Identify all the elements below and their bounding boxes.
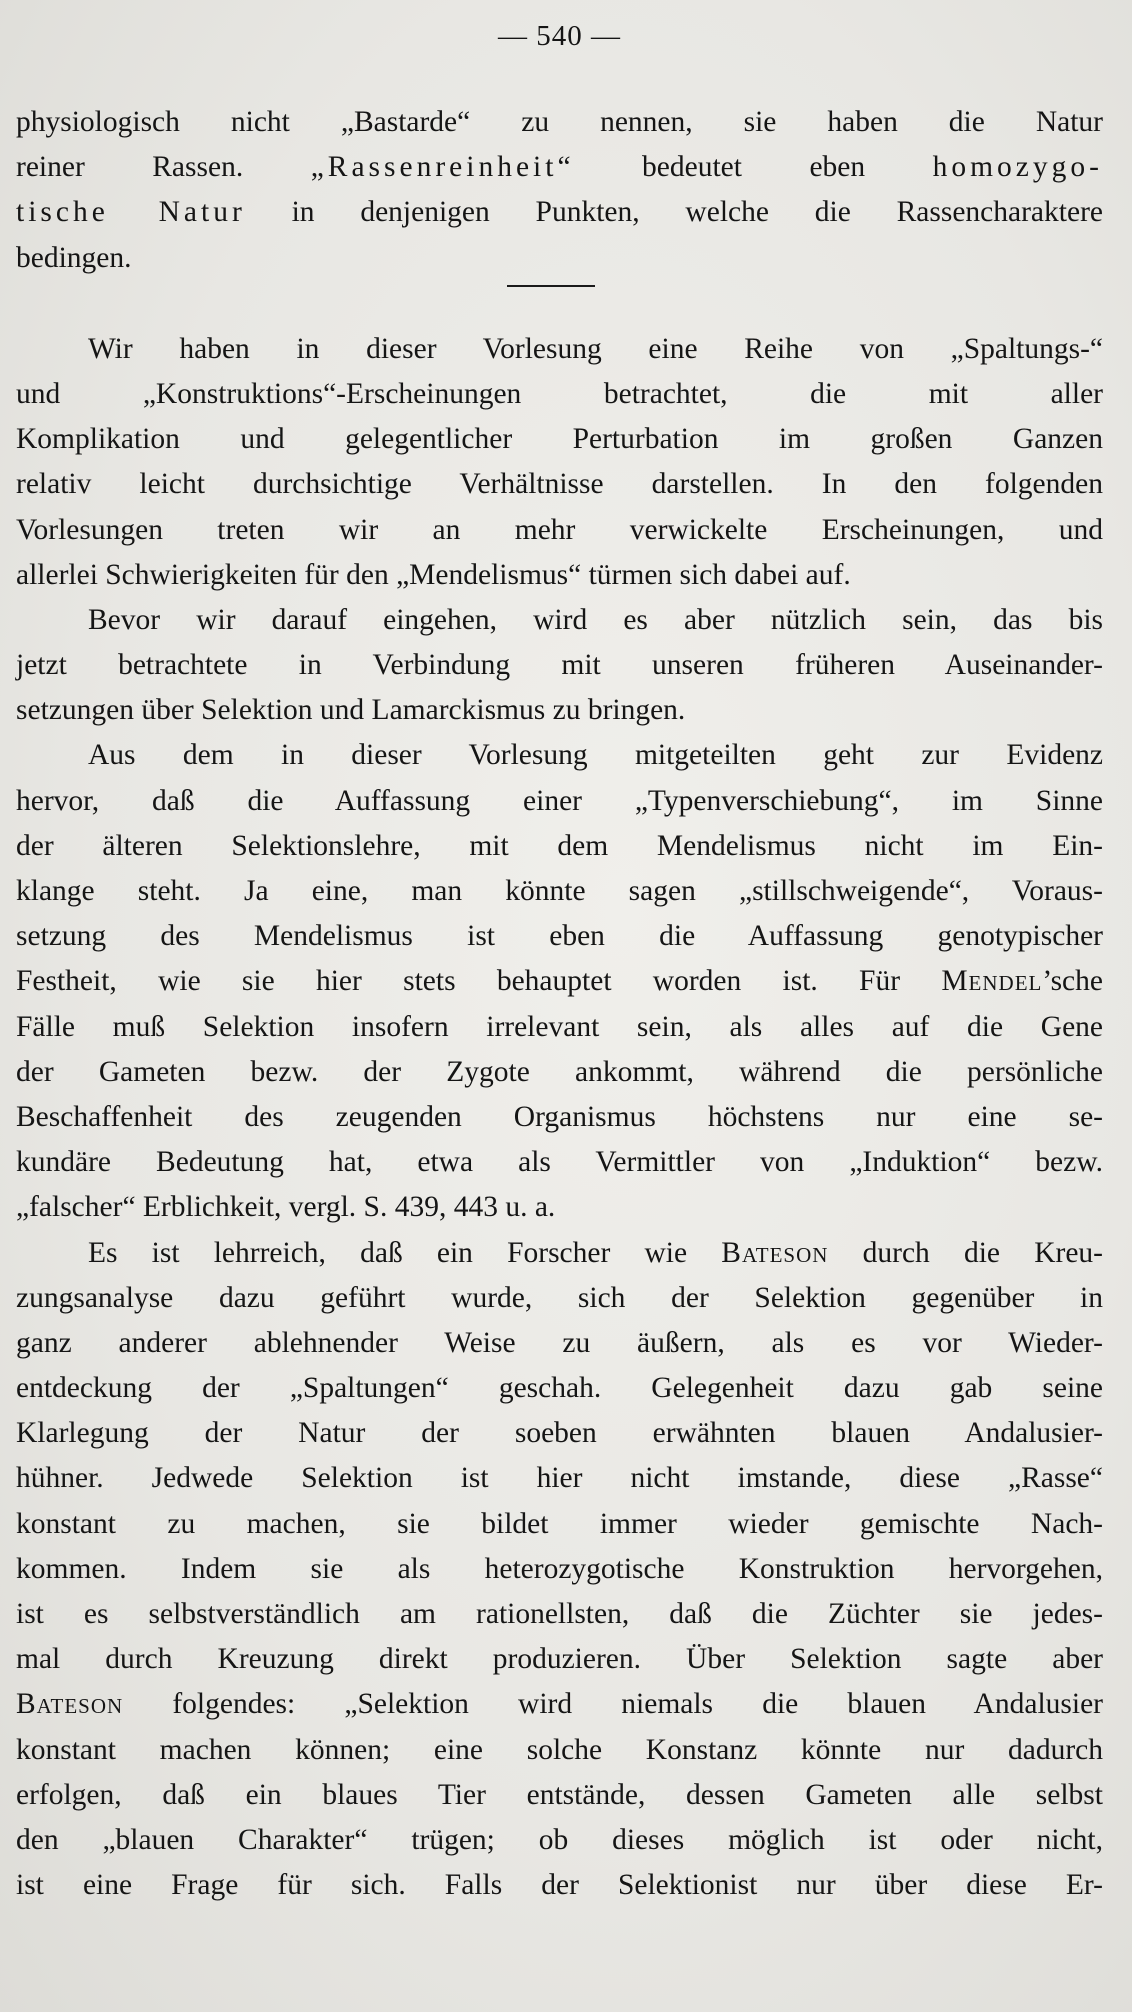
text-line: ganz anderer ablehnender Weise zu äußern, als es vor Wieder- bbox=[16, 1326, 1103, 1359]
text-line: Aus dem in dieser Vorlesung mitgeteilten geht zur Evidenz bbox=[88, 739, 1103, 772]
text-line: Komplikation und gelegentlicher Perturbation im großen Ganzen bbox=[16, 423, 1103, 456]
paragraph bbox=[16, 100, 1103, 281]
paragraph bbox=[16, 1231, 1103, 1909]
text-line: Fälle muß Selektion insofern irrelevant sein, als alles auf die Gene bbox=[16, 1010, 1103, 1043]
text-line: Klarlegung der Natur der soeben erwähnten blauen Andalusier- bbox=[16, 1417, 1103, 1450]
text-line bbox=[16, 1231, 1103, 1276]
text-segment: reiner Rassen. bbox=[16, 151, 311, 184]
text-line: mal durch Kreuzung direkt produzieren. Über Selektion sagte aber bbox=[16, 1643, 1103, 1676]
text-line bbox=[16, 145, 1103, 190]
text-line: konstant machen können; eine solche Konstanz könnte nur dadurch bbox=[16, 1733, 1103, 1766]
text-line: physiologisch nicht „Bastarde“ zu nennen, sie haben die Natur bbox=[16, 106, 1103, 138]
text-line: relativ leicht durchsichtige Verhältnisse darstellen. In den folgenden bbox=[16, 468, 1103, 501]
text-line: „falscher“ Erblichkeit, vergl. S. 439, 443 u. a. bbox=[16, 1191, 556, 1224]
section-divider bbox=[507, 285, 595, 287]
text-line: bedingen. bbox=[16, 241, 132, 274]
text-line: allerlei Schwierigkeiten für den „Mendelismus“ türmen sich dabei auf. bbox=[16, 558, 851, 591]
text-line: Wir haben in dieser Vorlesung eine Reihe von „Spaltungs-“ bbox=[88, 332, 1103, 365]
text-line: hervor, daß die Auffassung einer „Typenverschiebung“, im Sinne bbox=[16, 784, 1103, 817]
text-line: erfolgen, daß ein blaues Tier entstände, dessen Gameten alle selbst bbox=[16, 1778, 1103, 1811]
text-segment: Festheit, wie sie hier stets behauptet worden ist. Für bbox=[16, 965, 942, 998]
text-segment: Es ist lehrreich, daß ein Forscher wie bbox=[88, 1236, 722, 1269]
text-segment: ’sche bbox=[1042, 965, 1103, 998]
emphasized-text: „Rassenreinheit“ bbox=[310, 151, 575, 184]
text-segment: bedeutet eben bbox=[574, 151, 933, 184]
text-line: den „blauen Charakter“ trügen; ob dieses möglich ist oder nicht, bbox=[16, 1823, 1103, 1856]
text-line: jetzt betrachtete in Verbindung mit unseren früheren Auseinander- bbox=[16, 649, 1103, 682]
text-line: der älteren Selektionslehre, mit dem Mendelismus nicht im Ein- bbox=[16, 829, 1103, 862]
text-line: entdeckung der „Spaltungen“ geschah. Gelegenheit dazu gab seine bbox=[16, 1372, 1103, 1405]
text-line: ist es selbstverständlich am rationellsten, daß die Züchter sie jedes- bbox=[16, 1598, 1103, 1630]
text-line bbox=[16, 1682, 1103, 1727]
author-name: Bateson bbox=[16, 1688, 124, 1721]
text-line: Vorlesungen treten wir an mehr verwickelte Erscheinungen, und bbox=[16, 513, 1103, 546]
paragraph bbox=[16, 733, 1103, 1230]
book-page bbox=[16, 0, 1103, 2012]
author-name: Mendel bbox=[941, 965, 1043, 998]
text-line: ist eine Frage für sich. Falls der Selektionist nur über diese Er- bbox=[16, 1869, 1103, 1902]
paragraph bbox=[16, 327, 1103, 598]
text-line: Bevor wir darauf eingehen, wird es aber nützlich sein, das bis bbox=[88, 603, 1103, 636]
emphasized-text: homozygo- bbox=[932, 151, 1103, 184]
paragraph bbox=[16, 598, 1103, 734]
text-line: kommen. Indem sie als heterozygotische Konstruktion hervorgehen, bbox=[16, 1552, 1103, 1585]
text-line bbox=[16, 190, 1103, 235]
text-segment: folgendes: „Selektion wird niemals die blauen Andalusier bbox=[123, 1688, 1103, 1721]
author-name: Bateson bbox=[721, 1236, 829, 1269]
text-line: setzungen über Selektion und Lamarckismus zu bringen. bbox=[16, 694, 686, 727]
text-segment: durch die Kreu- bbox=[828, 1236, 1103, 1269]
text-line: konstant zu machen, sie bildet immer wieder gemischte Nach- bbox=[16, 1507, 1103, 1540]
text-line: hühner. Jedwede Selektion ist hier nicht imstande, diese „Rasse“ bbox=[16, 1462, 1103, 1495]
text-line: Beschaffenheit des zeugenden Organismus höchstens nur eine se- bbox=[16, 1100, 1103, 1133]
text-line: kundäre Bedeutung hat, etwa als Vermittler von „Induktion“ bezw. bbox=[16, 1146, 1103, 1179]
text-line bbox=[16, 959, 1103, 1004]
page-number: — 540 — bbox=[498, 20, 621, 52]
text-line: zungsanalyse dazu geführt wurde, sich der Selektion gegenüber in bbox=[16, 1281, 1103, 1314]
body-text bbox=[16, 100, 1103, 1908]
emphasized-text: tische Natur bbox=[16, 196, 246, 229]
text-segment: in denjenigen Punkten, welche die Rassencharaktere bbox=[245, 196, 1103, 229]
text-line: der Gameten bezw. der Zygote ankommt, während die persönliche bbox=[16, 1055, 1103, 1088]
text-line: und „Konstruktions“-Erscheinungen betrachtet, die mit aller bbox=[16, 377, 1103, 410]
text-line: setzung des Mendelismus ist eben die Auffassung genotypischer bbox=[16, 920, 1103, 953]
text-line: klange steht. Ja eine, man könnte sagen „stillschweigende“, Voraus- bbox=[16, 875, 1103, 907]
